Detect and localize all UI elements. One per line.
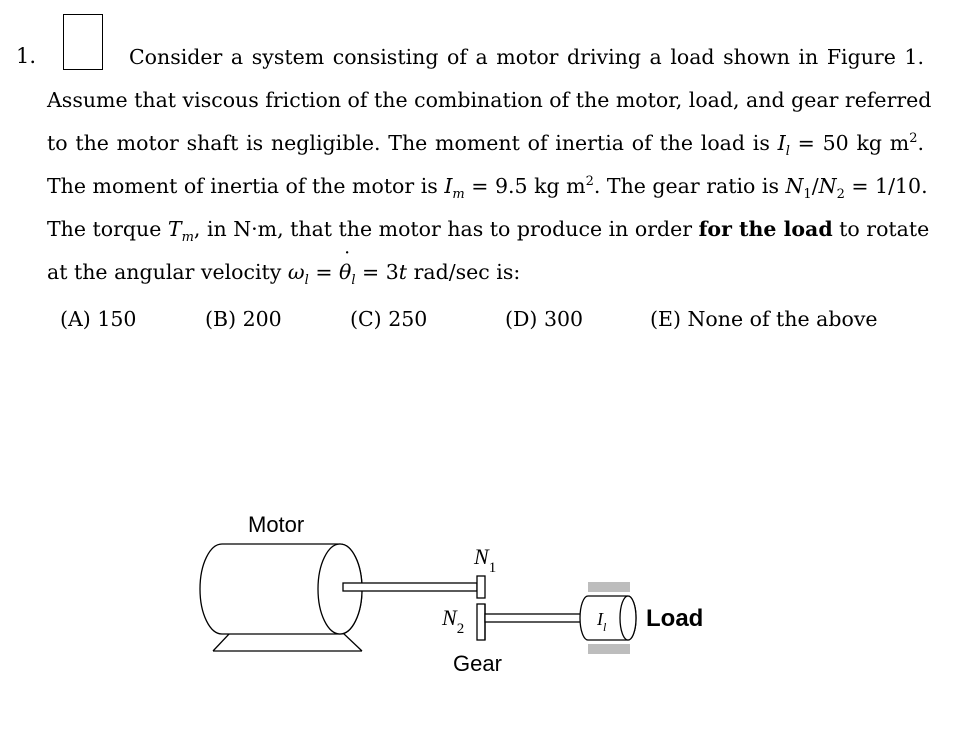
- text: = 9.5 kg m: [464, 174, 586, 198]
- option-d[interactable]: (D) 300: [505, 307, 584, 331]
- n2-symbol: N: [818, 174, 837, 198]
- load-shaft: [485, 614, 585, 622]
- n1-sub: 1: [488, 560, 497, 576]
- text: . The gear ratio is: [593, 174, 786, 198]
- omega-symbol: ω: [287, 260, 305, 284]
- superscript: 2: [585, 174, 594, 190]
- gear-n2: [477, 604, 485, 640]
- figure-motor-gear-load: [190, 500, 750, 700]
- torque-symbol: T: [167, 217, 182, 241]
- gear-n1: [477, 576, 485, 598]
- gear-label: Gear: [453, 651, 502, 676]
- n1-letter: N: [474, 544, 489, 569]
- text: = 1/10.: [844, 174, 928, 198]
- text: The moment of inertia of the motor is: [47, 174, 445, 198]
- option-b[interactable]: (B) 200: [205, 307, 282, 331]
- option-a[interactable]: (A) 150: [60, 307, 137, 331]
- subscript: 1: [803, 187, 812, 203]
- text: /: [811, 174, 819, 198]
- motor-shaft: [343, 583, 477, 591]
- text: to rotate: [832, 217, 930, 241]
- subscript: m: [181, 230, 194, 246]
- option-e[interactable]: (E) None of the above: [650, 307, 878, 331]
- theta-dot-symbol: ˙ θ: [339, 258, 351, 286]
- load-label: Load: [646, 605, 704, 632]
- load-inertia-symbol: I: [777, 131, 786, 155]
- question-line-3: [47, 129, 924, 160]
- text: , in N·m, that the motor has to produce in order: [193, 217, 699, 241]
- text: .: [917, 131, 924, 155]
- n2-sub: 2: [456, 621, 465, 637]
- n2-letter: N: [442, 605, 457, 630]
- inertia-sub: l: [603, 620, 607, 634]
- motor-inertia-symbol: I: [444, 174, 453, 198]
- question-number: 1.: [16, 44, 37, 68]
- text: =: [308, 260, 340, 284]
- motor-label: Motor: [248, 512, 305, 537]
- question-line-1: Consider a system consisting of a motor driving a load shown in Figure 1.: [129, 45, 924, 69]
- superscript: 2: [909, 131, 918, 147]
- subscript: l: [304, 273, 309, 289]
- text: The torque: [47, 217, 168, 241]
- text: = 50 kg m: [789, 131, 910, 155]
- subscript: 2: [836, 187, 845, 203]
- subscript: l: [785, 144, 790, 160]
- motor-body: [200, 544, 362, 634]
- answer-box[interactable]: [63, 14, 103, 70]
- load-body: [580, 596, 636, 640]
- subscript: m: [452, 187, 465, 203]
- option-c[interactable]: (C) 250: [350, 307, 428, 331]
- n1-symbol: N: [785, 174, 804, 198]
- n1-label: [473, 544, 496, 576]
- text: = 3: [355, 260, 399, 284]
- text: rad/sec is:: [407, 260, 521, 284]
- motor-base: [213, 633, 362, 651]
- question-line-5: [47, 215, 930, 246]
- inertia-letter: I: [597, 609, 603, 629]
- time-symbol: t: [398, 260, 408, 284]
- text: at the angular velocity: [47, 260, 288, 284]
- question-line-4: [47, 172, 928, 203]
- bold-text: for the load: [698, 217, 833, 241]
- question-line-6: [47, 258, 521, 289]
- subscript: l: [351, 273, 356, 289]
- n2-label: [441, 605, 464, 637]
- question-line-2: Assume that viscous friction of the combination of the motor, load, and gear referred: [47, 88, 932, 112]
- text: to the motor shaft is negligible. The moment of inertia of the load is: [47, 131, 778, 155]
